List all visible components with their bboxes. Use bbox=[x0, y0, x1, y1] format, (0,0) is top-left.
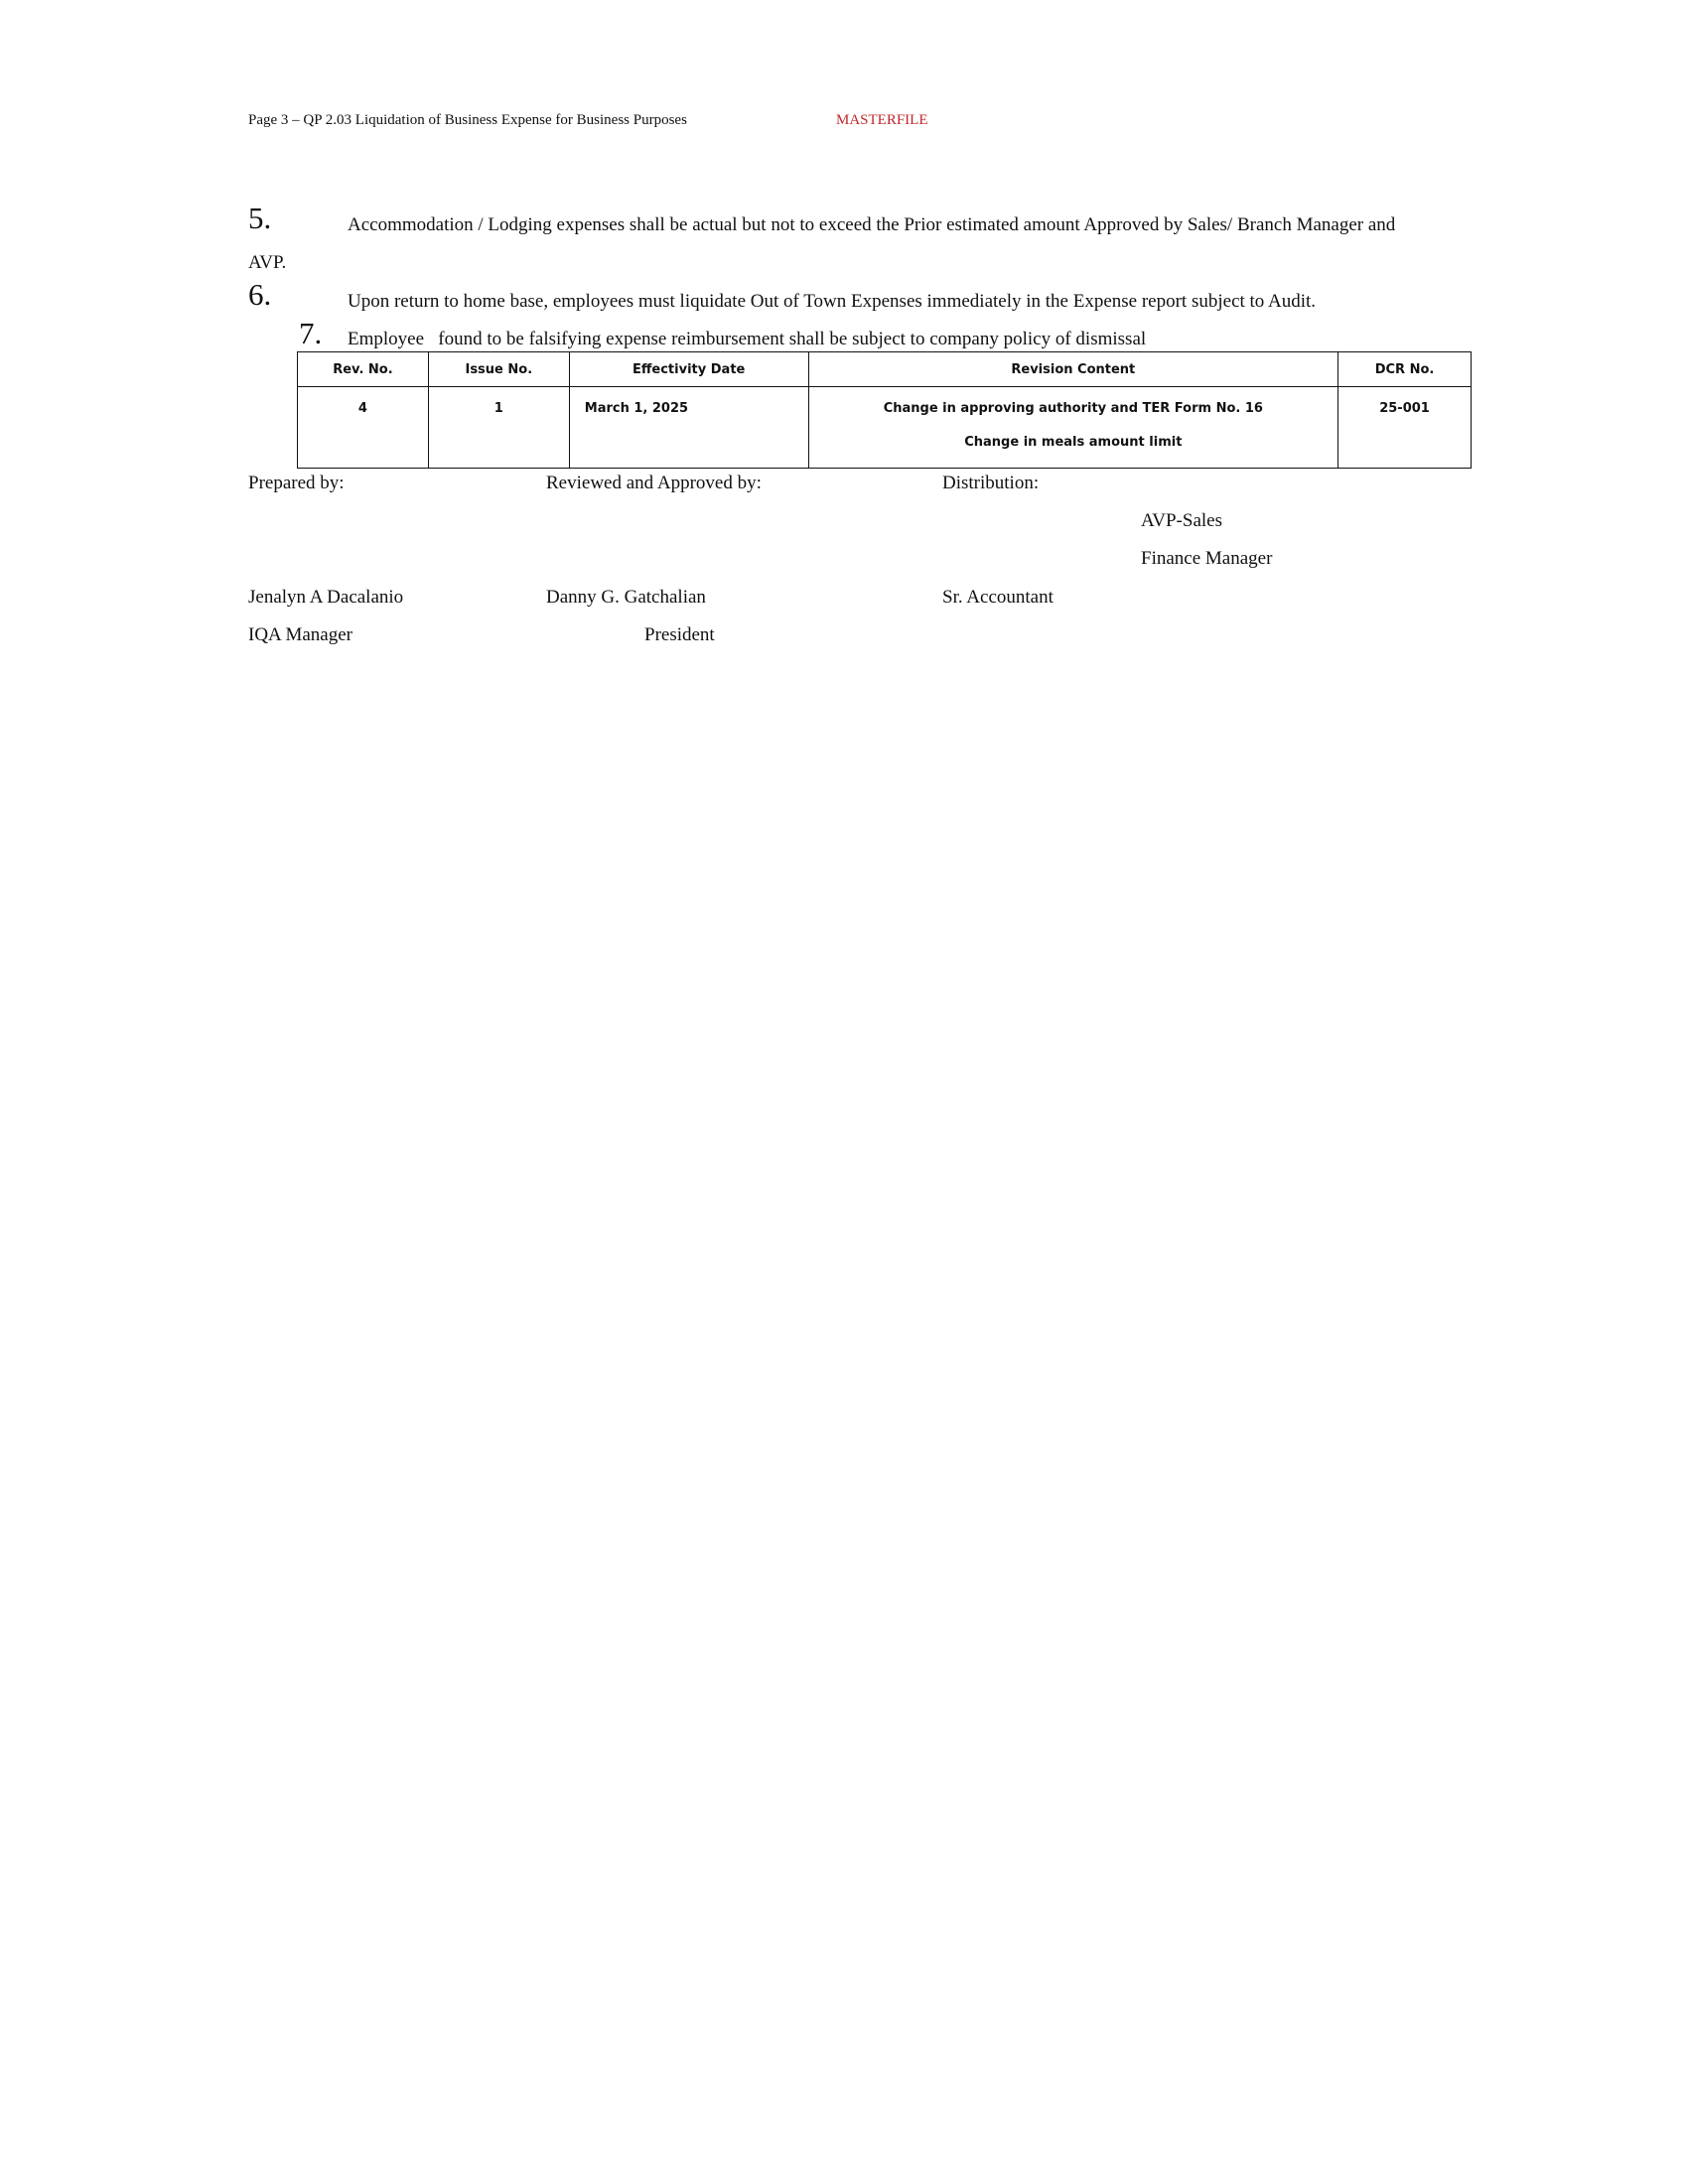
item-5-text: Accommodation / Lodging expenses shall be actual but not to exceed the Prior estimated amount Approved by Sales/ Branch Manager and bbox=[348, 214, 1396, 235]
approver-name: Danny G. Gatchalian bbox=[546, 587, 706, 608]
revision-table bbox=[297, 351, 1472, 469]
header-rev-no: Rev. No. bbox=[298, 352, 429, 387]
revision-table-header-row bbox=[298, 352, 1472, 387]
item-6-number: 6. bbox=[248, 277, 272, 312]
item-5-continuation: AVP. bbox=[248, 252, 287, 273]
distribution-label: Distribution: bbox=[942, 473, 1040, 493]
masterfile-stamp: MASTERFILE bbox=[836, 112, 928, 128]
reviewed-approved-label: Reviewed and Approved by: bbox=[546, 473, 762, 493]
preparer-title: IQA Manager bbox=[248, 624, 352, 645]
preparer-name: Jenalyn A Dacalanio bbox=[248, 587, 404, 608]
distribution-item-avp-sales: AVP-Sales bbox=[1141, 510, 1222, 531]
header-issue-no: Issue No. bbox=[428, 352, 569, 387]
cell-revision-content bbox=[808, 387, 1338, 469]
header-revision-content: Revision Content bbox=[808, 352, 1338, 387]
prepared-by-label: Prepared by: bbox=[248, 473, 345, 493]
revision-content-line-1: Change in approving authority and TER Form No. 16 bbox=[883, 401, 1263, 416]
cell-issue-no: 1 bbox=[428, 387, 569, 469]
distribution-item-finance-manager: Finance Manager bbox=[1141, 548, 1273, 569]
item-6-text: Upon return to home base, employees must liquidate Out of Town Expenses immediately in the Expense report subject to Audit. bbox=[348, 291, 1317, 312]
header-effectivity-date: Effectivity Date bbox=[569, 352, 808, 387]
item-7-text: Employee found to be falsifying expense reimbursement shall be subject to company policy of dismissal bbox=[348, 329, 1147, 349]
header-dcr-no: DCR No. bbox=[1338, 352, 1472, 387]
cell-effectivity-date: March 1, 2025 bbox=[569, 387, 808, 469]
page-header-title: Page 3 – QP 2.03 Liquidation of Business Expense for Business Purposes bbox=[248, 112, 687, 128]
table-row bbox=[298, 387, 1472, 469]
approver-title: President bbox=[644, 624, 715, 645]
cell-dcr-no: 25-001 bbox=[1338, 387, 1472, 469]
item-5-number: 5. bbox=[248, 201, 272, 235]
revision-content-line-2: Change in meals amount limit bbox=[964, 435, 1183, 450]
item-7-number: 7. bbox=[299, 316, 323, 350]
distribution-item-sr-accountant: Sr. Accountant bbox=[942, 587, 1054, 608]
cell-rev-no: 4 bbox=[298, 387, 429, 469]
